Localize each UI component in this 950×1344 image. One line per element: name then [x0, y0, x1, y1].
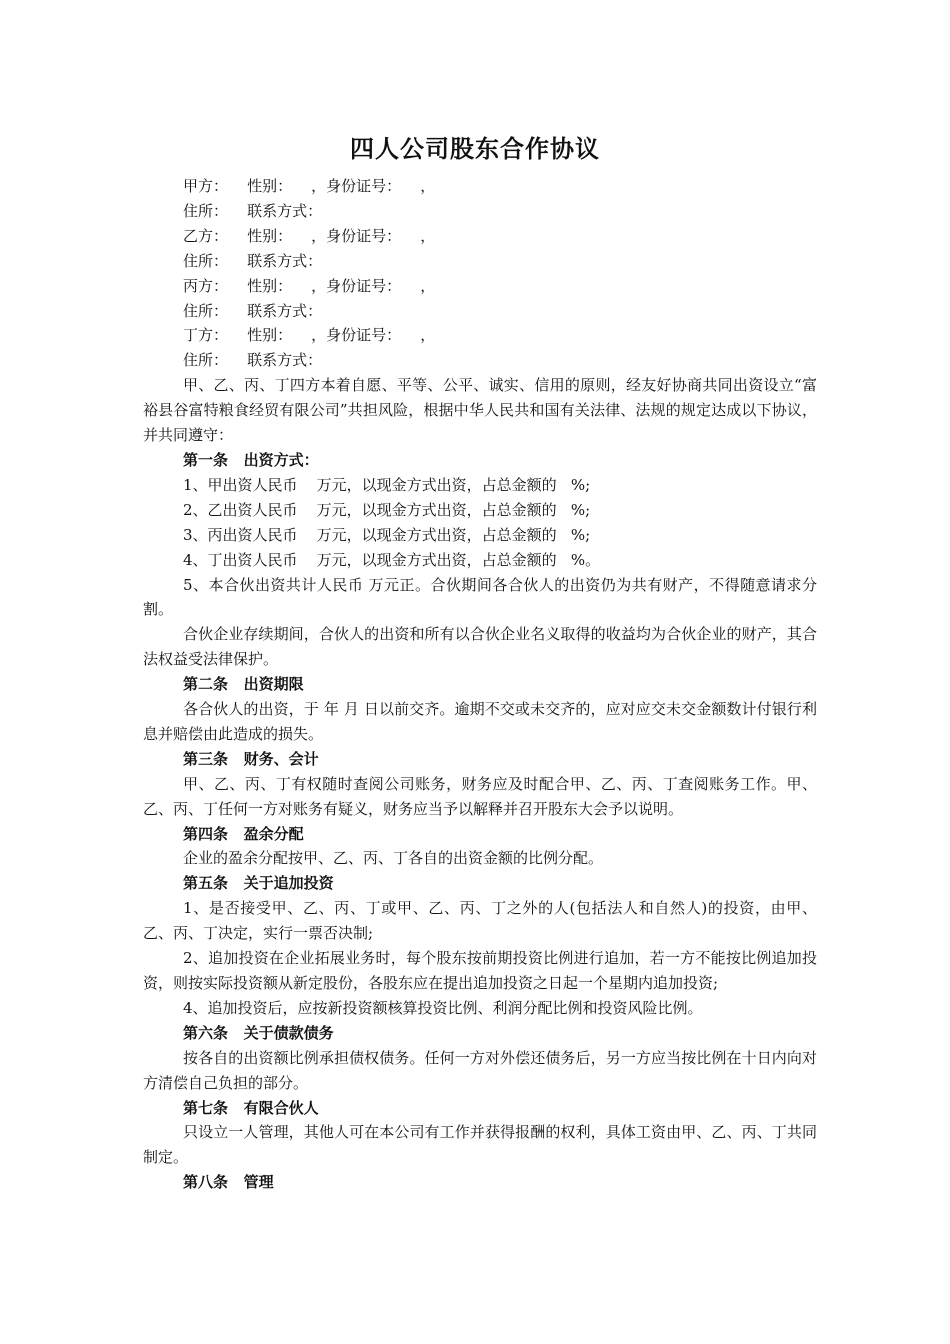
party-line: 乙方： 性别： ，身份证号： ， [183, 226, 436, 245]
party-line: 甲方： 性别： ，身份证号： ， [183, 177, 436, 195]
article-heading: 第七条 有限合伙人 [183, 1098, 319, 1117]
article-paragraph: 按各自的出资额比例承担债权债务。任何一方对外偿还债务后，另一方应当按比例在十日内向对方清偿自己负担的部分。 [143, 1048, 817, 1092]
party-line: 住所： 联系方式： [183, 201, 323, 220]
article-paragraph: 各合伙人的出资，于 年 月 日以前交齐。逾期不交或未交齐的，应对应交未交金额数计付银行利息并赔偿由此造成的损失。 [143, 700, 817, 743]
article-heading: 第一条 出资方式： [183, 450, 319, 469]
article-paragraph: 2、追加投资在企业拓展业务时，每个股东按前期投资比例进行追加，若一方不能按比例追加投资，则按实际投资额从新定股份，各股东应在提出追加投资之日起一个星期内追加投资; [143, 949, 817, 992]
contribution-item: 4、丁出资人民币 万元，以现金方式出资，占总金额的 %。 [183, 550, 601, 569]
article-heading: 第五条 关于追加投资 [183, 874, 334, 893]
document-body [143, 174, 817, 1195]
article-paragraph: 5、本合伙出资共计人民币 万元正。合伙期间各合伙人的出资仍为共有财产，不得随意请求分割。 [143, 575, 817, 619]
article-heading: 第二条 出资期限 [183, 675, 304, 694]
article-paragraph: 4、追加投资后，应按新投资额核算投资比例、利润分配比例和投资风险比例。 [183, 998, 703, 1017]
article-paragraph: 1、是否接受甲、乙、丙、丁或甲、乙、丙、丁之外的人(包括法人和自然人)的投资，由甲、乙、丙、丁决定，实行一票否决制; [143, 899, 817, 943]
party-line: 住所： 联系方式： [183, 251, 323, 270]
article-paragraph: 合伙企业存续期间，合伙人的出资和所有以合伙企业名义取得的收益均为合伙企业的财产，其合法权益受法律保护。 [143, 625, 817, 669]
article-heading: 第三条 财务、会计 [183, 749, 319, 768]
article-heading: 第八条 管理 [183, 1173, 274, 1192]
intro-paragraph: 甲、乙、丙、丁四方本着自愿、平等、公平、诚实、信用的原则，经友好协商共同出资设立“富裕县谷富特粮食经贸有限公司”共担风险，根据中华人民共和国有关法律、法规的规定达成以下协议，并共同遵守： [143, 376, 817, 445]
article-paragraph: 甲、乙、丙、丁有权随时查阅公司账务，财务应及时配合甲、乙、丙、丁查阅账务工作。甲、乙、丙、丁任何一方对账务有疑义，财务应当予以解释并召开股东大会予以说明。 [143, 774, 817, 818]
contribution-item: 1、甲出资人民币 万元，以现金方式出资，占总金额的 %; [183, 475, 591, 494]
party-line: 住所： 联系方式： [183, 301, 323, 320]
party-line: 丁方： 性别： ，身份证号： ， [183, 326, 436, 345]
article-heading: 第六条 关于债款债务 [183, 1023, 334, 1042]
article-heading: 第四条 盈余分配 [183, 824, 304, 843]
article-paragraph: 只设立一人管理，其他人可在本公司有工作并获得报酬的权利，具体工资由甲、乙、丙、丁共同制定。 [143, 1123, 817, 1167]
contribution-item: 2、乙出资人民币 万元，以现金方式出资，占总金额的 %; [183, 500, 591, 519]
party-line: 丙方： 性别： ，身份证号： ， [183, 276, 436, 295]
contribution-item: 3、丙出资人民币 万元，以现金方式出资，占总金额的 %; [183, 525, 591, 544]
party-line: 住所： 联系方式： [183, 351, 323, 370]
article-paragraph: 企业的盈余分配按甲、乙、丙、丁各自的出资金额的比例分配。 [183, 849, 604, 868]
document-title: 四人公司股东合作协议 [350, 135, 600, 163]
